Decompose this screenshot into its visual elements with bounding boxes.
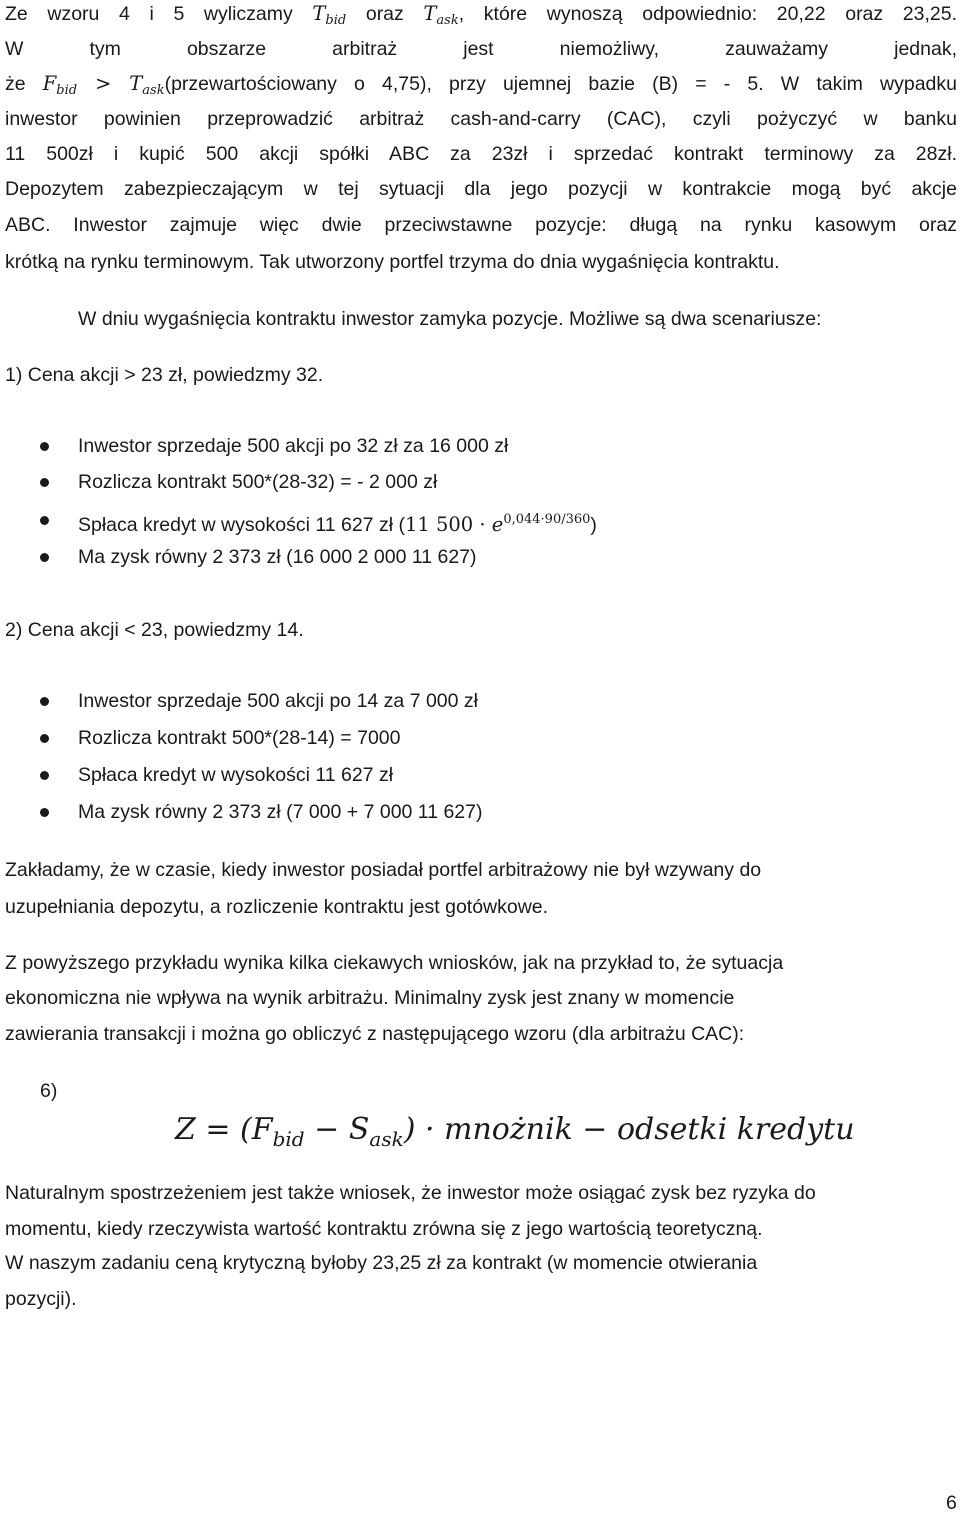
paragraph-line: Zakładamy, że w czasie, kiedy inwestor posiadał portfel arbitrażowy nie był wzywany do <box>5 859 762 881</box>
bullet-icon <box>40 808 49 817</box>
paragraph-line: uzupełniania depozytu, a rozliczenie kontraktu jest gotówkowe. <box>5 896 549 918</box>
list-item: Ma zysk równy 2 373 zł (7 000 + 7 000 11 627) <box>78 801 483 823</box>
paragraph-line <box>5 2 957 33</box>
paragraph-line: W naszym zadaniu ceną krytyczną byłoby 23,25 zł za kontrakt (w momencie otwierania <box>5 1252 758 1274</box>
page-number: 6 <box>946 1492 957 1514</box>
text: (przewartościowany o 4,75), przy ujemnej bazie (B) = - 5. W takim wypadku <box>164 73 957 95</box>
text: że <box>5 73 43 95</box>
bullet-icon <box>40 553 49 562</box>
text: Spłaca kredyt w wysokości 11 627 zł ( <box>78 514 405 536</box>
list-item: Rozlicza kontrakt 500*(28-14) = 7000 <box>78 727 401 749</box>
paragraph-line: 11 500zł i kupić 500 akcji spółki ABC za 23zł i sprzedać kontrakt terminowy za 28zł. <box>5 143 957 165</box>
list-item: Rozlicza kontrakt 500*(28-32) = - 2 000 zł <box>78 471 438 493</box>
bullet-icon <box>40 771 49 780</box>
paragraph-line: momentu, kiedy rzeczywista wartość kontraktu zrówna się z jego wartością teoretyczną. <box>5 1218 763 1240</box>
scenarios-intro: W dniu wygaśnięcia kontraktu inwestor zamyka pozycje. Możliwe są dwa scenariusze: <box>78 308 822 330</box>
bullet-icon <box>40 697 49 706</box>
text: Ze wzoru 4 i 5 wyliczamy <box>5 3 313 25</box>
paragraph-line: Depozytem zabezpieczającym w tej sytuacji dla jego pozycji w kontrakcie mogą być akcje <box>5 178 957 200</box>
list-item: Spłaca kredyt w wysokości 11 627 zł <box>78 764 394 786</box>
bullet-icon <box>40 734 49 743</box>
bullet-icon <box>40 478 49 487</box>
text: , które wynoszą odpowiednio: 20,22 oraz 23,25. <box>458 3 957 25</box>
math-inequality: $F_{bid} > T_{ask}$ <box>42 72 165 98</box>
paragraph-line: krótką na rynku terminowym. Tak utworzony portfel trzyma do dnia wygaśnięcia kontraktu. <box>5 251 780 273</box>
scenario-heading: 1) Cena akcji > 23 zł, powiedzmy 32. <box>5 364 324 386</box>
paragraph-line: Z powyższego przykładu wynika kilka ciekawych wniosków, jak na przykład to, że sytuacja <box>5 952 784 974</box>
paragraph-line: ekonomiczna nie wpływa na wynik arbitrażu. Minimalny zysk jest znany w momencie <box>5 987 735 1009</box>
equation-number: 6) <box>40 1080 58 1102</box>
paragraph-line: Naturalnym spostrzeżeniem jest także wniosek, że inwestor może osiągać zysk bez ryzyka do <box>5 1182 816 1204</box>
math-t-bid: $T_{bid}$ <box>312 2 347 28</box>
math-loan-formula: 11 $500 \cdot e^{0,044\cdot 90/360}$ <box>404 512 591 536</box>
min-profit-formula: $Z = (F_{bid} - S_{ask})$ · mnożnik − odsetki kredytu <box>175 1112 855 1151</box>
list-item <box>78 508 597 537</box>
scenario-heading: 2) Cena akcji < 23, powiedzmy 14. <box>5 619 304 641</box>
list-item: Inwestor sprzedaje 500 akcji po 14 za 7 000 zł <box>78 690 478 712</box>
paragraph-line: zawierania transakcji i można go obliczyć z następującego wzoru (dla arbitrażu CAC): <box>5 1023 745 1045</box>
paragraph-line <box>5 72 957 103</box>
text: oraz <box>346 3 424 25</box>
paragraph-line: inwestor powinien przeprowadzić arbitraż cash-and-carry (CAC), czyli pożyczyć w banku <box>5 108 957 130</box>
text: ) <box>590 514 597 536</box>
paragraph-line: ABC. Inwestor zajmuje więc dwie przeciwstawne pozycje: długą na rynku kasowym oraz <box>5 214 957 236</box>
list-item: Ma zysk równy 2 373 zł (16 000 2 000 11 627) <box>78 546 477 568</box>
bullet-icon <box>40 442 49 451</box>
paragraph-line: pozycji). <box>5 1288 77 1310</box>
bullet-icon <box>40 516 49 525</box>
list-item: Inwestor sprzedaje 500 akcji po 32 zł za 16 000 zł <box>78 435 509 457</box>
paragraph-line: W tym obszarze arbitraż jest niemożliwy, zauważamy jednak, <box>5 38 957 60</box>
math-t-ask: $T_{ask}$ <box>423 2 459 28</box>
